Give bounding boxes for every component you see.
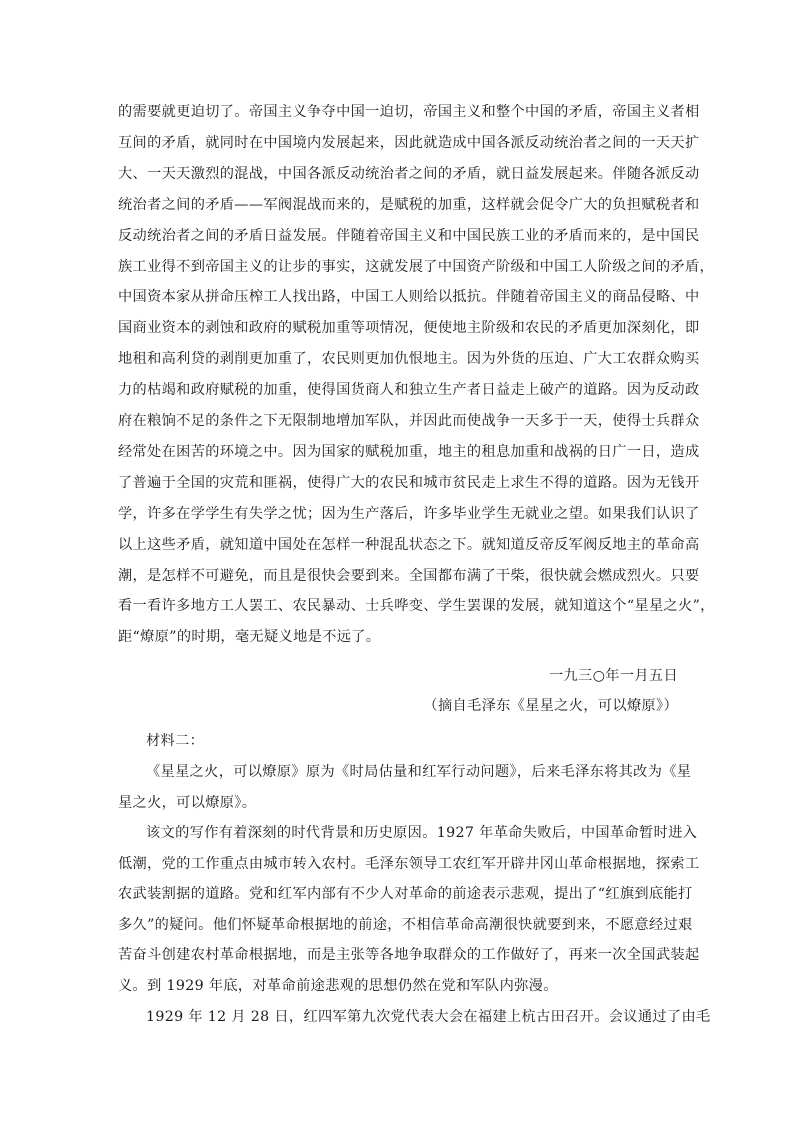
text-line: 以上这些矛盾，就知道中国处在怎样一种混乱状态之下。就知道反帝反军阀反地主的革命高 xyxy=(118,536,700,553)
text-line: 互间的矛盾，就同时在中国境内发展起来，因此就造成中国各派反动统治者之间的一天天扩 xyxy=(118,134,700,151)
text-line: 多久”的疑问。他们怀疑革命根据地的前途，不相信革命高潮很快就要到来，不愿意经过艰 xyxy=(118,916,693,933)
date-line: 一九三○年一月五日 xyxy=(548,668,678,684)
text-line: 府在粮饷不足的条件之下无限制地增加军队，并因此而使战争一天多于一天，使得士兵群众 xyxy=(118,413,700,429)
text-line: 经常处在困苦的环境之中。因为国家的赋税加重，地主的租息加重和战祸的日广一日，造成 xyxy=(118,443,700,460)
text-line: 反动统治者之间的矛盾日益发展。伴随着帝国主义和中国民族工业的矛盾而来的，是中国民 xyxy=(118,227,700,244)
text-line: 看一看许多地方工人罢工、农民暴动、士兵哗变、学生罢课的发展，就知道这个“星星之火”， xyxy=(118,598,715,615)
text-line: 了普遍于全国的灾荒和匪祸，使得广大的农民和城市贫民走上求生不得的道路。因为无钱开 xyxy=(118,474,700,491)
text-line: 该文的写作有着深刻的时代背景和历史原因。1927 年革命失败后，中国革命暂时进入 xyxy=(146,825,698,841)
text-line: 国商业资本的剥蚀和政府的赋税加重等项情况，便使地主阶级和农民的矛盾更加深刻化，即 xyxy=(118,320,700,337)
text-line: 距“燎原”的时期，毫无疑义地是不远了。 xyxy=(118,629,381,646)
text-line: 中国资本家从拼命压榨工人找出路，中国工人则给以抵抗。伴随着帝国主义的商品侵略、中 xyxy=(118,289,700,306)
text-line: 统治者之间的矛盾——军阀混战而来的，是赋税的加重，这样就会促令广大的负担赋税者和 xyxy=(118,196,700,213)
text-line: 大、一天天激烈的混战，中国各派反动统治者之间的矛盾，就日益发展起来。伴随各派反动 xyxy=(118,165,700,182)
text-line: 星之火，可以燎原》。 xyxy=(118,794,257,811)
text-line: 潮，是怎样不可避免，而且是很快会要到来。全国都布满了干柴，很快就会燃成烈火。只要 xyxy=(118,567,700,584)
text-line: 1929 年 12 月 28 日，红四军第九次党代表大会在福建上杭古田召开。会议通过了由毛 xyxy=(146,1009,711,1025)
text-line: 地租和高利贷的剥削更加重了，农民则更加仇恨地主。因为外货的压迫、广大工农群众购买 xyxy=(118,351,700,368)
text-line: 《星星之火，可以燎原》原为《时局估量和红军行动问题》，后来毛泽东将其改为《星 xyxy=(146,764,692,780)
source-citation: （摘自毛泽东《星星之火，可以燎原》） xyxy=(423,698,678,714)
text-line: 族工业得不到帝国主义的让步的事实，这就发展了中国资产阶级和中国工人阶级之间的矛盾， xyxy=(118,258,715,275)
text-line: 的需要就更迫切了。帝国主义争夺中国一迫切，帝国主义和整个中国的矛盾，帝国主义者相 xyxy=(118,104,700,120)
material-two-heading: 材料二： xyxy=(146,733,205,749)
text-line: 低潮，党的工作重点由城市转入农村。毛泽东领导工农红军开辟井冈山革命根据地，探索工 xyxy=(118,855,700,872)
text-line: 义。到 1929 年底，对革命前途悲观的思想仍然在党和军队内弥漫。 xyxy=(118,977,558,994)
text-line: 力的枯竭和政府赋税的加重，使得国货商人和独立生产者日益走上破产的道路。因为反动政 xyxy=(118,382,700,399)
text-line: 农武装割据的道路。党和红军内部有不少人对革命的前途表示悲观，提出了“红旗到底能打 xyxy=(118,886,693,902)
text-line: 学，许多在学学生有失学之忧；因为生产落后，许多毕业学生无就业之望。如果我们认识了 xyxy=(118,505,700,522)
text-line: 苦奋斗创建农村革命根据地，而是主张等各地争取群众的工作做好了，再来一次全国武装起 xyxy=(118,947,700,963)
